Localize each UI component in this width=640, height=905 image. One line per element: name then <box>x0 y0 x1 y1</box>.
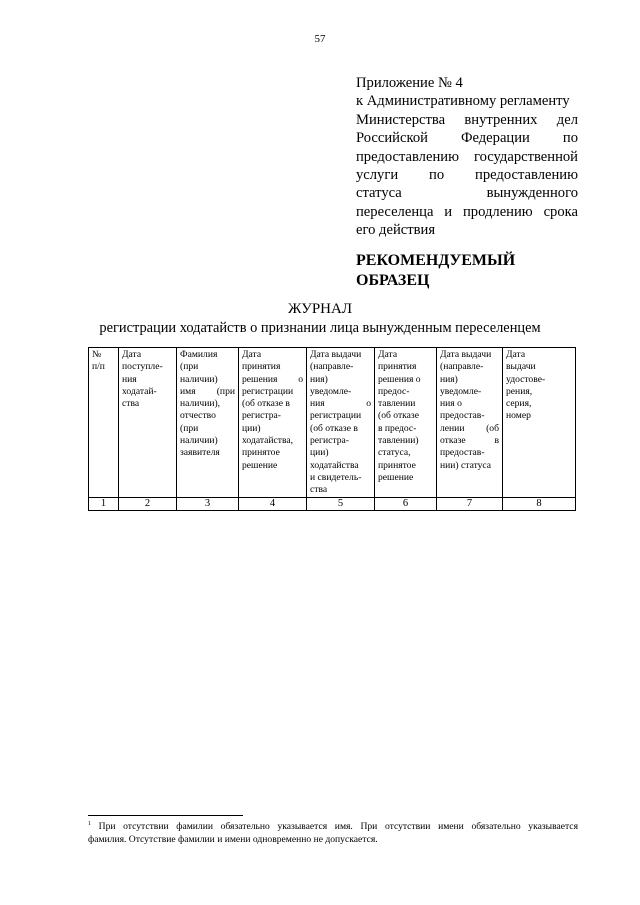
column-number: 3 <box>177 498 239 511</box>
appendix-line: предоставлению государственной <box>356 148 578 165</box>
column-header-certificate-issue: Дата выдачи удостове- рения, серия, номер <box>503 348 576 498</box>
column-number: 4 <box>239 498 307 511</box>
table-header-row <box>89 348 576 498</box>
column-number: 5 <box>307 498 375 511</box>
appendix-line: Российской Федерации по <box>356 130 578 147</box>
appendix-line: Приложение № 4 <box>356 75 463 91</box>
appendix-line: статуса вынужденного <box>356 185 578 202</box>
column-number: 1 <box>89 498 119 511</box>
appendix-line: услуги по предоставлению <box>356 167 578 184</box>
column-header-registration-decision: Дата принятия решения о регистрации (об отказе в регистра- ции) ходатайства, принятое решение <box>239 348 307 498</box>
appendix-line: Министерства внутренних дел <box>356 111 578 128</box>
column-number: 7 <box>437 498 503 511</box>
column-number: 8 <box>503 498 576 511</box>
column-header-status-notification-date: Дата выдачи (направле- ния) уведомле- ния о предостав- лении (об отказе в предостав- нии) статуса <box>437 348 503 498</box>
footnote-marker: 1 <box>88 820 91 827</box>
appendix-header <box>356 74 578 240</box>
footnote <box>88 820 578 846</box>
column-number-row <box>89 498 576 511</box>
column-header-status-decision: Дата принятия решения о предос- тавлении (об отказе в предос- тавлении) статуса, принятое решение <box>375 348 437 498</box>
column-number: 6 <box>375 498 437 511</box>
column-number: 2 <box>119 498 177 511</box>
appendix-line: его действия <box>356 222 436 239</box>
page-number: 57 <box>314 33 326 45</box>
journal-subtitle: регистрации ходатайств о признании лица вынужденным переселенцем <box>99 320 541 336</box>
journal-table <box>88 347 576 511</box>
appendix-line: к Административному регламенту <box>356 93 570 110</box>
appendix-line: переселенца и продлению срока <box>356 203 578 220</box>
column-header-number: № п/п <box>89 348 119 498</box>
column-header-applicant-name: Фамилия (при наличии) имя (при наличии), отчество (при наличии) заявителя <box>177 348 239 498</box>
footnote-line: фамилия. Отсутствие фамилии и имени одновременно не допускается. <box>88 834 378 845</box>
column-header-receipt-date: Дата поступле- ния ходатай- ства <box>119 348 177 498</box>
column-header-notification-date: Дата выдачи (направле- ния) уведомле- ния о регистрации (об отказе в регистра- ции) ходатайства и свидетель- ства <box>307 348 375 498</box>
stamp-line: РЕКОМЕНДУЕМЫЙ <box>356 252 516 269</box>
stamp-line: ОБРАЗЕЦ <box>356 272 430 289</box>
recommended-sample-label <box>356 251 596 291</box>
journal-title: ЖУРНАЛ <box>287 301 353 317</box>
footnote-text: При отсутствии фамилии обязательно указывается имя. При отсутствии имени обязательно указывается <box>98 821 578 832</box>
footnote-line <box>88 820 578 833</box>
footnote-divider <box>88 815 243 816</box>
